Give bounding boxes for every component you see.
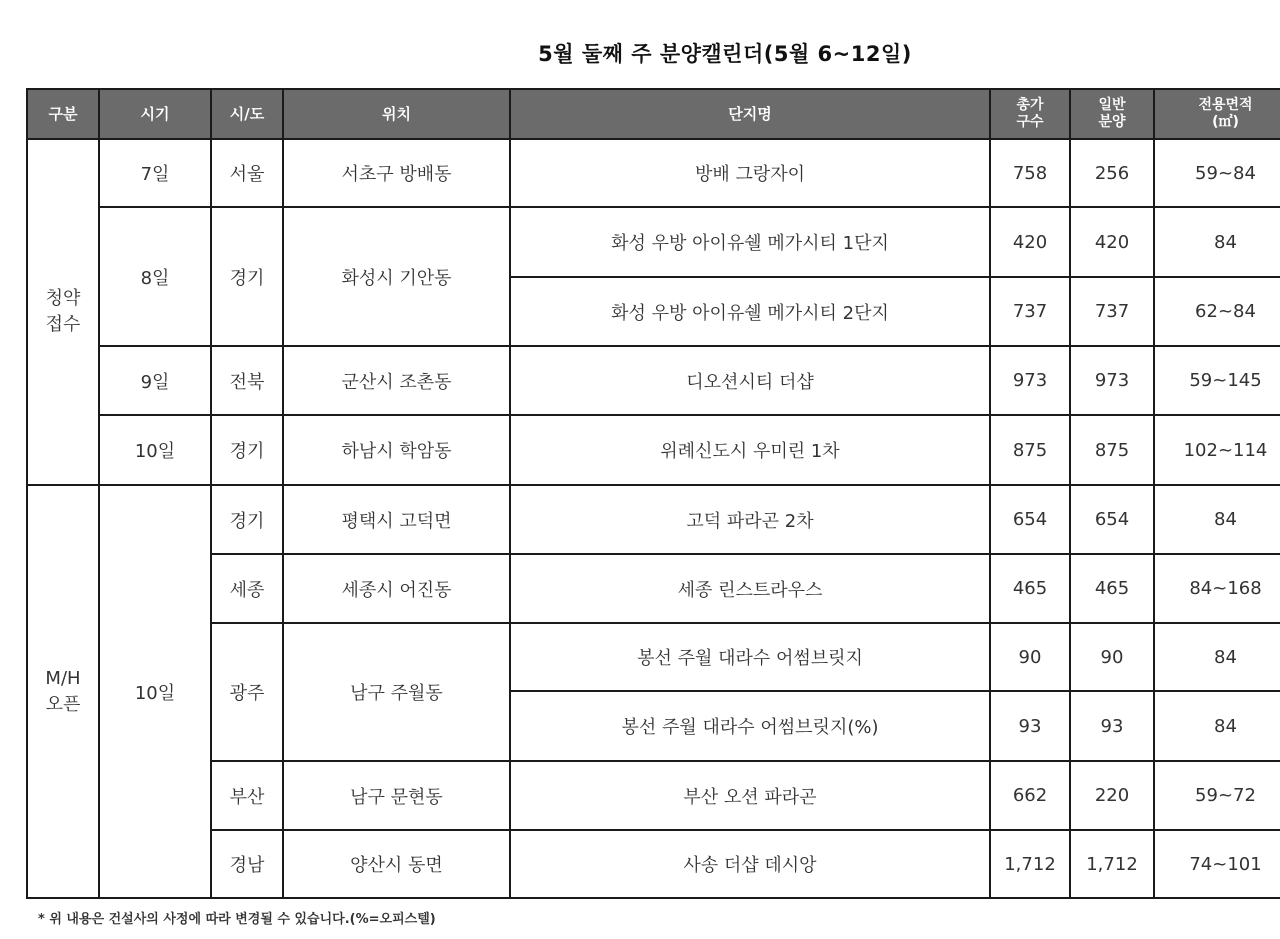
cell-general-sale: 420: [1070, 207, 1154, 277]
table-header-row: [27, 89, 1280, 139]
cell-area: 84~168: [1154, 554, 1280, 623]
table-row: [27, 554, 1280, 623]
section-model-house-open: [27, 485, 99, 898]
cell-total-units: 1,712: [990, 830, 1070, 898]
cell-complex-name: 세종 린스트라우스: [510, 554, 990, 623]
cell-general-sale: 93: [1070, 691, 1154, 761]
cell-complex-name: 방배 그랑자이: [510, 139, 990, 207]
cell-location: 평택시 고덕면: [283, 485, 510, 554]
header-exclusive-area: [1154, 89, 1280, 139]
cell-region: 전북: [211, 346, 283, 415]
header-total-line1: 총가: [1016, 97, 1044, 113]
cell-total-units: 973: [990, 346, 1070, 415]
cell-location: 화성시 기안동: [283, 207, 510, 346]
header-area-line1: 전용면적: [1198, 97, 1253, 113]
cell-area: 102~114: [1154, 415, 1280, 485]
cell-area: 59~145: [1154, 346, 1280, 415]
sales-calendar-table: [26, 88, 1280, 899]
cell-region: 경기: [211, 485, 283, 554]
cell-general-sale: 220: [1070, 761, 1154, 830]
header-location: 위치: [283, 89, 510, 139]
cell-location: 세종시 어진동: [283, 554, 510, 623]
cell-total-units: 420: [990, 207, 1070, 277]
cell-complex-name: 위례신도시 우미린 1차: [510, 415, 990, 485]
cell-area: 84: [1154, 623, 1280, 691]
table-row: [27, 207, 1280, 277]
cell-area: 84: [1154, 691, 1280, 761]
section-subscription-line1: 청약: [45, 288, 81, 309]
cell-location: 군산시 조촌동: [283, 346, 510, 415]
cell-total-units: 875: [990, 415, 1070, 485]
cell-total-units: 465: [990, 554, 1070, 623]
section-mh-line2: 오픈: [45, 693, 81, 715]
table-row: [27, 830, 1280, 898]
cell-location: 남구 문현동: [283, 761, 510, 830]
cell-general-sale: 737: [1070, 277, 1154, 346]
header-area-line2: (㎡): [1212, 114, 1239, 130]
cell-area: 59~84: [1154, 139, 1280, 207]
cell-complex-name: 고덕 파라곤 2차: [510, 485, 990, 554]
header-sigi: 시기: [99, 89, 211, 139]
cell-general-sale: 654: [1070, 485, 1154, 554]
cell-date: 7일: [99, 139, 211, 207]
cell-area: 59~72: [1154, 761, 1280, 830]
cell-complex-name: 사송 더샵 데시앙: [510, 830, 990, 898]
cell-general-sale: 973: [1070, 346, 1154, 415]
cell-date: 8일: [99, 207, 211, 346]
header-total-units: [990, 89, 1070, 139]
cell-complex-name: 디오션시티 더샵: [510, 346, 990, 415]
header-general-line2: 분양: [1098, 114, 1126, 130]
cell-total-units: 662: [990, 761, 1070, 830]
header-sido: 시/도: [211, 89, 283, 139]
header-general-sale: [1070, 89, 1154, 139]
section-subscription: [27, 139, 99, 485]
cell-total-units: 93: [990, 691, 1070, 761]
page-title: 5월 둘째 주 분양캘린더(5월 6~12일): [538, 42, 912, 66]
cell-total-units: 654: [990, 485, 1070, 554]
header-complex: 단지명: [510, 89, 990, 139]
cell-region: 부산: [211, 761, 283, 830]
cell-date: 10일: [99, 485, 211, 898]
header-total-line2: 구수: [1016, 114, 1044, 130]
cell-complex-name: 봉선 주월 대라수 어썸브릿지: [510, 623, 990, 691]
cell-general-sale: 256: [1070, 139, 1154, 207]
cell-location: 서초구 방배동: [283, 139, 510, 207]
cell-region: 경기: [211, 415, 283, 485]
cell-complex-name: 화성 우방 아이유쉘 메가시티 2단지: [510, 277, 990, 346]
table-row: [27, 415, 1280, 485]
cell-location: 남구 주월동: [283, 623, 510, 761]
cell-complex-name: 화성 우방 아이유쉘 메가시티 1단지: [510, 207, 990, 277]
cell-total-units: 737: [990, 277, 1070, 346]
section-mh-line1: M/H: [45, 667, 81, 689]
table-row: [27, 346, 1280, 415]
cell-region: 서울: [211, 139, 283, 207]
cell-area: 74~101: [1154, 830, 1280, 898]
cell-location: 양산시 동면: [283, 830, 510, 898]
cell-date: 10일: [99, 415, 211, 485]
cell-general-sale: 1,712: [1070, 830, 1154, 898]
table-row: [27, 761, 1280, 830]
cell-general-sale: 465: [1070, 554, 1154, 623]
cell-area: 62~84: [1154, 277, 1280, 346]
footnote: * 위 내용은 건설사의 사정에 따라 변경될 수 있습니다.(%=오피스텔): [38, 912, 436, 927]
cell-total-units: 90: [990, 623, 1070, 691]
cell-general-sale: 875: [1070, 415, 1154, 485]
cell-region: 세종: [211, 554, 283, 623]
header-gubun: 구분: [27, 89, 99, 139]
cell-complex-name: 봉선 주월 대라수 어썸브릿지(%): [510, 691, 990, 761]
cell-complex-name: 부산 오션 파라곤: [510, 761, 990, 830]
cell-total-units: 758: [990, 139, 1070, 207]
cell-region: 광주: [211, 623, 283, 761]
table-row: [27, 485, 1280, 554]
cell-region: 경기: [211, 207, 283, 346]
header-general-line1: 일반: [1098, 97, 1126, 113]
cell-location: 하남시 학암동: [283, 415, 510, 485]
cell-date: 9일: [99, 346, 211, 415]
cell-area: 84: [1154, 207, 1280, 277]
table-row: [27, 623, 1280, 691]
cell-region: 경남: [211, 830, 283, 898]
section-subscription-line2: 접수: [45, 314, 81, 335]
cell-area: 84: [1154, 485, 1280, 554]
table-row: [27, 139, 1280, 207]
cell-general-sale: 90: [1070, 623, 1154, 691]
